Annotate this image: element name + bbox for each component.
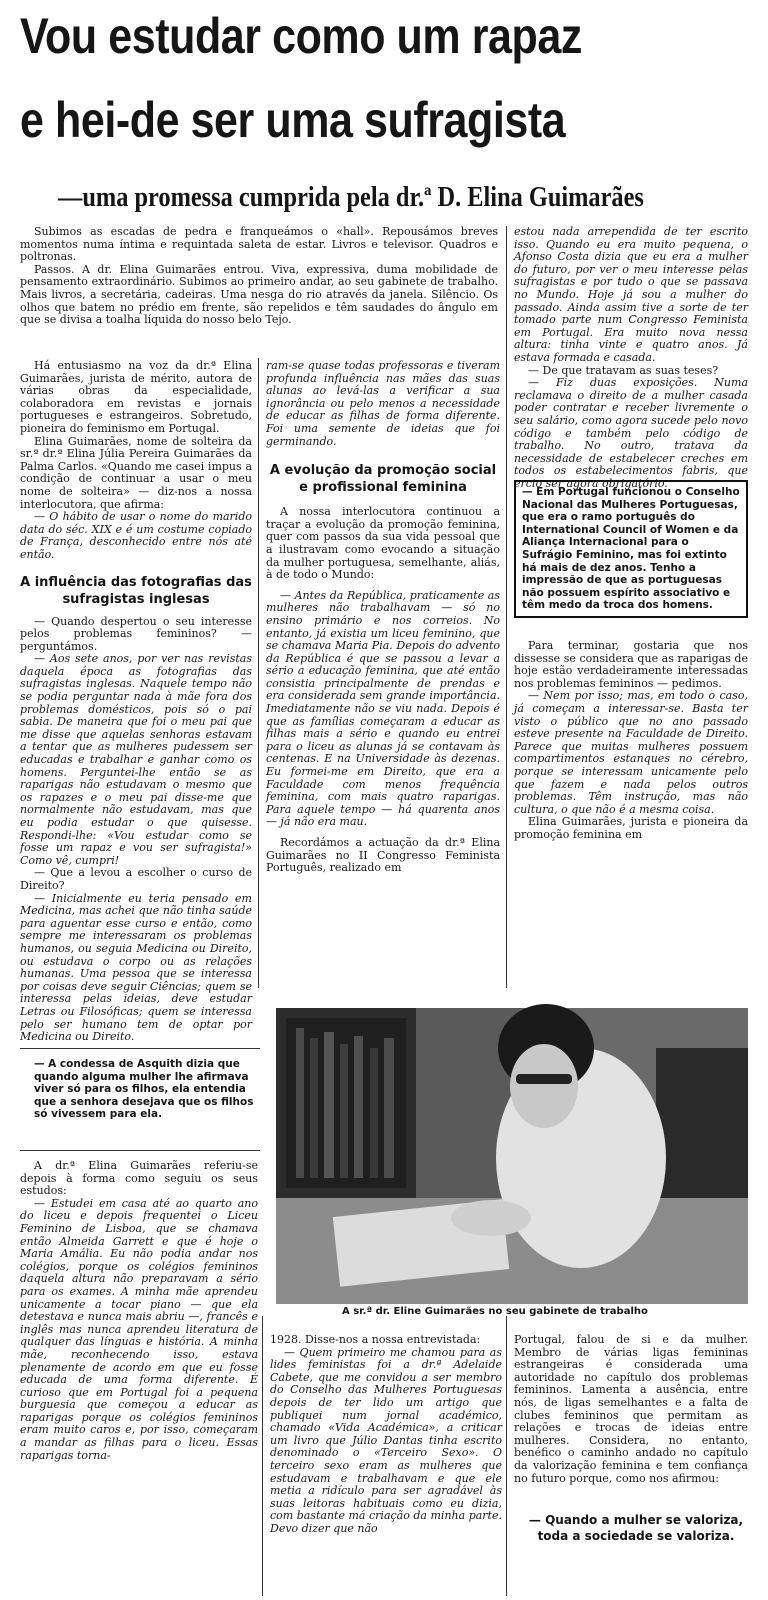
answer-theses: — Fiz duas exposições. Numa reclamava o direito de a mulher casada poder contratar e receber livremente o seu salário, como agora sucede pelo novo código e também pelo código de trabalho. No outro, tratava da necessidade de estabelecer creches em todos os estabelecimentos fabris, que ercio ser agora obrigatório. (514, 376, 748, 490)
quote-republic: — Antes da República, praticamente as mulheres não trabalhavam — só no ensino primário e nos correios. No entanto, já existia um liceu feminino, que se chamava Maria Pia. Depois do advento da República é que se passou a levar a sério a educação feminina, que até então consistia principalmente de prendas e era considerada sem grande importância. Imediatamente não se viu nada. Depois é que as famílias começaram a educar as filhas mais a sério e quando eu entrei para o liceu as alunas já se contavam às centenas. E na Universidade às dezenas. Eu formei-me em Direito, que era a Faculdade com menos frequência feminina, com mais quatro raparigas. Para aquele tempo — há quarenta anos — já não era mau. (266, 588, 500, 829)
headline-line-1: Vou estudar como um rapaz (20, 8, 582, 64)
section-heading-influence: A influência das fotografias das sufragistas inglesas (20, 574, 252, 607)
photo-elina-guimaraes (276, 1008, 748, 1304)
photo-illustration (276, 1008, 748, 1304)
paragraph-studies: A dr.ª Elina Guimarães referiu-se depois à forma como seguiu os seus estudos: (20, 1159, 258, 1198)
column-1-lower (20, 1160, 258, 1462)
continuation-seed: ram-se quase todas professoras e tiveram profunda influência nas mães das suas alunas ao levá-las a verificar a sua ignorância ou pelo menos a necessidade de educar as filhas de forma diferente. Foi uma semente de ideias que foi germinando. (266, 359, 500, 448)
question-law: — Que a levou a escolher o curso de Direito? (20, 866, 252, 892)
question-theses: — De que tratavam as suas teses? (528, 363, 719, 377)
column-rule-2 (506, 226, 507, 988)
intro-paragraph-1: Subimos as escadas de pedra e franqueámos o «hall». Repousámos breves momentos numa íntima e requintada saleta de estar. Livros e televisor. Quadros e poltronas. (20, 225, 498, 264)
column-2-bottom (270, 1334, 502, 1536)
paragraph-pioneer: Elina Guimarães, jurista e pioneira da promoção feminina em (514, 815, 748, 841)
boxed-callout-council: — Em Portugal funcionou o Conselho Nacional das Mulheres Portuguesas, que era o ramo português do International Council of Women e da Aliança Internacional para o Sufrágio Feminino, mas foi extinto há mais de dez anos. Tenho a impressão de que as portuguesas não possuem espírito associativo e têm medo da troca dos homens. (514, 480, 748, 618)
paragraph-enthusiasm: Há entusiasmo na voz da dr.ª Elina Guimarães, jurista de mérito, autora de várias obras da especialidade, colaboradora em revistas e jornais portugueses e estrangeiros. Sobretudo, pioneira do feminismo em Portugal. (20, 359, 252, 435)
quote-cabete: — Quem primeiro me chamou para as lides feministas foi a dr.ª Adelaide Cabete, que me convidou a ser membro do Conselho das Mulheres Portuguesas depois de ter lido um artigo que publiquei num jornal académico, chamado «Vida Académica», a criticar um livro que Júlio Dantas tinha escrito denominado o «Terceiro Sexo». O terceiro sexo eram as mulheres que estudavam e trabalhavam e que ele metia a ridículo para ser agradável às suas leitoras habituais como eu dizia, com bastante má criação da minha parte. Devo dizer que não (270, 1345, 502, 1535)
paragraph-1928: 1928. Disse-nos a nossa entrevistada: (270, 1333, 481, 1346)
column-3-bottom (514, 1334, 748, 1485)
column-3-lower (514, 640, 748, 842)
paragraph-portugal: Portugal, falou de si e da mulher. Membro de várias ligas femininas estrangeiras é considerada uma autoridade no capítulo dos problemas femininos. Lamenta a ausência, entre nós, de ligas semelhantes e a falta de clubes femininos que permitam as relações e trocas de ideias entre mulheres. Considera, no entanto, benéfico o caminho andado no capítulo da valorização feminina e tem confiança no futuro porque, como nos afirmou: (514, 1333, 748, 1485)
callout-rule-top (20, 1048, 260, 1049)
paragraph-finish: Para terminar, gostaria que nos dissesse se considera que as raparigas de hoje estão verdadeiramente interessadas nos problemas femininos — pedimos. (514, 639, 748, 690)
column-rule-4 (506, 1316, 507, 1596)
intro-paragraph-2: Passos. A dr. Elina Guimarães entrou. Viva, expressiva, duma mobilidade de pensamento extraordinário. Subimos ao primeiro andar, ao seu gabinete de trabalho. Mais livros, a secretária, cadeiras. Uma nesga do rio através da janela. Silêncio. Os olhos que batem no prédio em frente, são repelidos e têm saudades do ângulo em que se divisa a toalha líquida do nosso belo Tejo. (20, 262, 498, 327)
closing-quote: — Quando a mulher se valoriza, toda a sociedade se valoriza. (528, 1513, 744, 1543)
column-rule-3 (262, 1316, 263, 1596)
paragraph-congress: Recordámos a actuação da dr.ª Elina Guimarães no II Congresso Feminista Português, realizado em (266, 836, 500, 875)
subheadline: —uma promessa cumprida pela dr.ª D. Elina Guimarães (58, 182, 644, 213)
callout-rule-bottom (20, 1150, 260, 1151)
column-1 (20, 359, 252, 1044)
callout-asquith: — A condessa de Asquith dizia que quando alguma mulher lhe afirmava viver só para os filhos, ela entendia que a senhora desejava que os filhos só vivessem para ela. (34, 1058, 254, 1121)
column-rule-1 (258, 358, 259, 988)
quote-name: — O hábito de usar o nome do marido data do séc. XIX e é um costume copiado de França, desconhecido entre nós até então. (20, 510, 252, 561)
photo-caption: A sr.ª dr. Eline Guimarães no seu gabinete de trabalho (342, 1306, 648, 1317)
answer-interest: — Aos sete anos, por ver nas revistas daquela época as fotografias das sufragistas inglesas. Naquele tempo não se podia perguntar nada à mãe fora dos problemas domésticos, pois só o pai sabia. De maneira que foi o meu pai que me disse que aquelas senhoras estavam a tentar que as mulheres pudessem ser educadas e trabalhar e ganhar como os homens. Perguntei-lhe então se as raparigas não estudavam o mesmo que os rapazes e o meu pai disse-me que normalmente não estudavam, mas que eu podia estudar o que quisesse. Respondi-lhe: «Vou estudar como se fosse um rapaz e vou ser sufragista!» Como vê, cumpri! (20, 652, 252, 867)
column-2 (266, 360, 500, 875)
intro (20, 226, 498, 327)
question-interest: — Quando despertou o seu interesse pelos problemas femininos? — perguntámos. (20, 614, 252, 653)
continuation-afonso-costa: estou nada arrependida de ter escrito isso. Quando eu era muito pequena, o Afonso Costa dizia que eu era a mulher do futuro, por ver o meu interesse pelas sufragistas e por tudo o que se passava no Mundo. Hoje já sou a mulher do passado. Ainda assim tive a sorte de ter tomado parte num Congresso Feminista em Portugal. Era muito nova nessa altura: tinha vinte e quatro anos. Já estava formada e casada. (514, 225, 748, 364)
paragraph-evolution: A nossa interlocutora continuou a traçar a evolução da promoção feminina, quer com passos da sua vida pessoal que a ilustravam como evocando a situação da mulher portuguesa, semelhante, aliás, à de todo o Mundo: (266, 505, 500, 582)
headline-line-2: e hei-de ser uma sufragista (20, 92, 566, 148)
answer-law: — Inicialmente eu teria pensado em Medicina, mas achei que não tinha saúde para aguentar esse curso e então, como sempre me interessaram os problemas humanos, ou seguia Medicina ou Direito, ou estudava o corpo ou as relações humanas. Uma pessoa que se interessa por coisas deve seguir Ciências; quem se interessa pelas ideias, deve estudar Letras ou Filosóficas; quem se interessa pelo ser humano tem de optar por Medicina ou Direito. (20, 891, 252, 1044)
column-3 (514, 225, 748, 490)
section-heading-evolution: A evolução da promoção social e profissional feminina (269, 463, 497, 496)
answer-studies: — Estudei em casa até ao quarto ano do liceu e depois frequentei o Liceu Feminino de Lisboa, que se chamava então Almeida Garrett e que é hoje o Maria Amália. Eu não podia andar nos colégios, porque os colégios femininos daquela altura não preparavam a sério para os exames. A minha mãe aprendeu unicamente a tocar piano — que ela detestava e nunca mais abriu —, francês e inglês mas nunca aprendeu literatura de qualquer das línguas e história. A minha mãe, reconhecendo isso, estava plenamente de acordo em que eu fosse educada de uma forma diferente. É curioso que em Portugal foi a pequena burguesia que começou a educar as raparigas porque os colégios femininos eram muito caros e, por isso, começaram a mandar as filhas para o liceu. Essas raparigas torna- (20, 1196, 258, 1462)
paragraph-name: Elina Guimarães, nome de solteira da sr.ª dr.ª Elina Júlia Pereira Guimarães da Palma Carlos. «Quando me casei impus a condição de continuar a usar o meu nome de solteira» — diz-nos a nossa interlocutora, que afirma: (20, 434, 252, 511)
answer-finish: — Nem por isso; mas, em todo o caso, já começam a interessar-se. Basta ter visto o público que no ano passado esteve presente na Faculdade de Direito. Parece que muitas mulheres possuem compartimentos estanques no cérebro, porque se interessam unicamente pelo que fazem e nada pelos outros problemas. Têm instrução, mas não cultura, o que não é a mesma coisa. (514, 689, 748, 816)
